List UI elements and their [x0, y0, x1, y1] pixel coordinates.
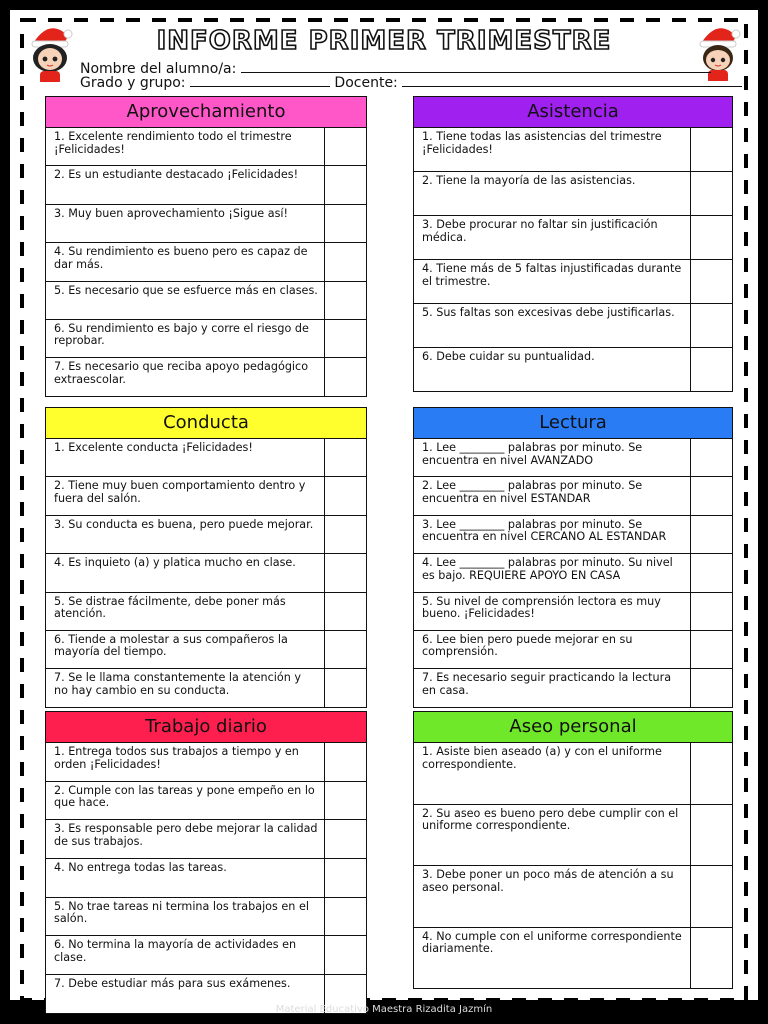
- checklist-item-text: 2. Su aseo es bueno pero debe cumplir con el uniforme correspondiente.: [414, 805, 691, 866]
- checklist-item-text: 1. Lee ________ palabras por minuto. Se encuentra en nivel AVANZADO: [414, 439, 691, 476]
- checklist-row: [46, 554, 366, 592]
- checkbox-cell[interactable]: [691, 516, 732, 553]
- checkbox-cell[interactable]: [325, 936, 366, 974]
- checklist-item-text: 3. Su conducta es buena, pero puede mejorar.: [46, 516, 325, 553]
- checkbox-cell[interactable]: [325, 439, 366, 476]
- checklist-row: [46, 243, 366, 281]
- checkbox-cell[interactable]: [691, 172, 732, 215]
- section-aseo-personal: [413, 711, 733, 989]
- student-name-line[interactable]: [241, 60, 711, 73]
- checklist-item-text: 3. Lee ________ palabras por minuto. Se encuentra en nivel CERCANO AL ESTANDAR: [414, 516, 691, 553]
- checklist-item-text: 1. Tiene todas las asistencias del trimestre ¡Felicidades!: [414, 128, 691, 171]
- checklist-row: [414, 743, 732, 805]
- checkbox-cell[interactable]: [325, 669, 366, 706]
- checkbox-cell[interactable]: [325, 358, 366, 395]
- checklist-row: [414, 631, 732, 669]
- grade-label: Grado y grupo:: [80, 75, 186, 91]
- checklist-item-text: 5. Sus faltas son excesivas debe justificarlas.: [414, 304, 691, 347]
- checkbox-cell[interactable]: [325, 128, 366, 165]
- checklist-row: [46, 820, 366, 859]
- checkbox-cell[interactable]: [691, 593, 732, 630]
- checkbox-cell[interactable]: [325, 554, 366, 591]
- checklist-row: [46, 166, 366, 204]
- checklist-row: [414, 172, 732, 216]
- checklist-row: [414, 805, 732, 867]
- checkbox-cell[interactable]: [691, 554, 732, 591]
- section-aprovechamiento: [45, 96, 367, 397]
- checklist-row: [414, 866, 732, 928]
- checkbox-cell[interactable]: [325, 898, 366, 936]
- checklist-row: [414, 669, 732, 706]
- checklist-item-text: 2. Tiene la mayoría de las asistencias.: [414, 172, 691, 215]
- checklist-item-text: 6. No termina la mayoría de actividades en clase.: [46, 936, 325, 974]
- checkbox-cell[interactable]: [325, 516, 366, 553]
- checkbox-cell[interactable]: [691, 260, 732, 303]
- checklist-row: [414, 348, 732, 391]
- checkbox-cell[interactable]: [691, 216, 732, 259]
- checklist-item-text: 3. Muy buen aprovechamiento ¡Sigue así!: [46, 205, 325, 242]
- teacher-label: Docente:: [334, 75, 398, 91]
- checklist-item-text: 5. Su nivel de comprensión lectora es muy bueno. ¡Felicidades!: [414, 593, 691, 630]
- checklist-row: [46, 282, 366, 320]
- checklist-item-text: 6. Tiende a molestar a sus compañeros la mayoría del tiempo.: [46, 631, 325, 668]
- checkbox-cell[interactable]: [325, 320, 366, 357]
- checklist-item-text: 7. Es necesario que reciba apoyo pedagógico extraescolar.: [46, 358, 325, 395]
- checkbox-cell[interactable]: [325, 820, 366, 858]
- footer-credit: Material Educativo Maestra Rizadita Jazmín: [275, 1004, 493, 1015]
- checklist-row: [414, 128, 732, 172]
- checklist-item-text: 4. Su rendimiento es bueno pero es capaz de dar más.: [46, 243, 325, 280]
- checklist-item-text: 7. Se le llama constantemente la atención y no hay cambio en su conducta.: [46, 669, 325, 706]
- checklist-item-text: 6. Lee bien pero puede mejorar en su comprensión.: [414, 631, 691, 668]
- checklist-row: [414, 477, 732, 515]
- checklist-row: [46, 936, 366, 975]
- title-container: [0, 26, 768, 56]
- checklist-row: [414, 260, 732, 304]
- student-name-label: Nombre del alumno/a:: [80, 61, 237, 77]
- checklist-item-text: 1. Entrega todos sus trabajos a tiempo y en orden ¡Felicidades!: [46, 743, 325, 781]
- section-header: Aseo personal: [414, 712, 732, 743]
- checklist-row: [46, 477, 366, 515]
- checklist-item-text: 5. No trae tareas ni termina los trabajos en el salón.: [46, 898, 325, 936]
- checklist-item-text: 3. Debe poner un poco más de atención a su aseo personal.: [414, 866, 691, 927]
- checklist-row: [414, 928, 732, 989]
- grade-line[interactable]: [190, 74, 330, 87]
- checkbox-cell[interactable]: [325, 593, 366, 630]
- checkbox-cell[interactable]: [325, 631, 366, 668]
- checkbox-cell[interactable]: [691, 805, 732, 866]
- checklist-row: [414, 554, 732, 592]
- checkbox-cell[interactable]: [325, 743, 366, 781]
- checkbox-cell[interactable]: [325, 205, 366, 242]
- checklist-item-text: 6. Debe cuidar su puntualidad.: [414, 348, 691, 391]
- checklist-item-text: 7. Debe estudiar más para sus exámenes.: [46, 975, 325, 1013]
- grade-teacher-field[interactable]: [80, 74, 742, 91]
- checkbox-cell[interactable]: [691, 128, 732, 171]
- checklist-item-text: 3. Debe procurar no faltar sin justificación médica.: [414, 216, 691, 259]
- checklist-row: [46, 205, 366, 243]
- checklist-row: [414, 516, 732, 554]
- checklist-row: [46, 782, 366, 821]
- checkbox-cell[interactable]: [691, 866, 732, 927]
- section-trabajo-diario: [45, 711, 367, 1014]
- checklist-row: [46, 358, 366, 395]
- checklist-item-text: 4. Lee ________ palabras por minuto. Su nivel es bajo. REQUIERE APOYO EN CASA: [414, 554, 691, 591]
- checkbox-cell[interactable]: [691, 348, 732, 391]
- checklist-row: [414, 304, 732, 348]
- checklist-item-text: 1. Asiste bien aseado (a) y con el uniforme correspondiente.: [414, 743, 691, 804]
- checklist-row: [414, 593, 732, 631]
- section-asistencia: [413, 96, 733, 392]
- checklist-item-text: 4. No entrega todas las tareas.: [46, 859, 325, 897]
- checklist-row: [414, 439, 732, 477]
- checklist-row: [414, 216, 732, 260]
- checklist-row: [46, 669, 366, 706]
- checklist-item-text: 5. Se distrae fácilmente, debe poner más atención.: [46, 593, 325, 630]
- checklist-item-text: 5. Es necesario que se esfuerce más en clases.: [46, 282, 325, 319]
- checkbox-cell[interactable]: [691, 669, 732, 706]
- section-lectura: [413, 407, 733, 708]
- checklist-item-text: 6. Su rendimiento es bajo y corre el riesgo de reprobar.: [46, 320, 325, 357]
- checkbox-cell[interactable]: [325, 477, 366, 514]
- checkbox-cell[interactable]: [691, 743, 732, 804]
- checklist-row: [46, 743, 366, 782]
- checkbox-cell[interactable]: [691, 631, 732, 668]
- checkbox-cell[interactable]: [691, 304, 732, 347]
- checkbox-cell[interactable]: [325, 166, 366, 203]
- checklist-row: [46, 128, 366, 166]
- section-header: Lectura: [414, 408, 732, 439]
- section-header: Conducta: [46, 408, 366, 439]
- checklist-item-text: 7. Es necesario seguir practicando la lectura en casa.: [414, 669, 691, 706]
- checklist-row: [46, 859, 366, 898]
- checklist-item-text: 4. No cumple con el uniforme correspondiente diariamente.: [414, 928, 691, 989]
- checkbox-cell[interactable]: [325, 243, 366, 280]
- section-header: Asistencia: [414, 97, 732, 128]
- checklist-row: [46, 320, 366, 358]
- checklist-item-text: 1. Excelente conducta ¡Felicidades!: [46, 439, 325, 476]
- checkbox-cell[interactable]: [691, 477, 732, 514]
- checklist-item-text: 4. Es inquieto (a) y platica mucho en clase.: [46, 554, 325, 591]
- teacher-line[interactable]: [402, 74, 742, 87]
- checklist-item-text: 2. Cumple con las tareas y pone empeño en lo que hace.: [46, 782, 325, 820]
- checkbox-cell[interactable]: [325, 782, 366, 820]
- checklist-row: [46, 439, 366, 477]
- checklist-row: [46, 898, 366, 937]
- checklist-row: [46, 631, 366, 669]
- checklist-item-text: 2. Es un estudiante destacado ¡Felicidades!: [46, 166, 325, 203]
- checklist-item-text: 2. Tiene muy buen comportamiento dentro y fuera del salón.: [46, 477, 325, 514]
- page-title: INFORME PRIMER TRIMESTRE: [156, 26, 612, 56]
- checkbox-cell[interactable]: [691, 439, 732, 476]
- checklist-item-text: 3. Es responsable pero debe mejorar la calidad de sus trabajos.: [46, 820, 325, 858]
- checkbox-cell[interactable]: [325, 282, 366, 319]
- section-header: Aprovechamiento: [46, 97, 366, 128]
- checklist-row: [46, 516, 366, 554]
- checklist-item-text: 2. Lee ________ palabras por minuto. Se encuentra en nivel ESTANDAR: [414, 477, 691, 514]
- checkbox-cell[interactable]: [325, 859, 366, 897]
- checkbox-cell[interactable]: [691, 928, 732, 989]
- checklist-row: [46, 593, 366, 631]
- section-conducta: [45, 407, 367, 708]
- checklist-item-text: 4. Tiene más de 5 faltas injustificadas durante el trimestre.: [414, 260, 691, 303]
- section-header: Trabajo diario: [46, 712, 366, 743]
- checklist-item-text: 1. Excelente rendimiento todo el trimestre ¡Felicidades!: [46, 128, 325, 165]
